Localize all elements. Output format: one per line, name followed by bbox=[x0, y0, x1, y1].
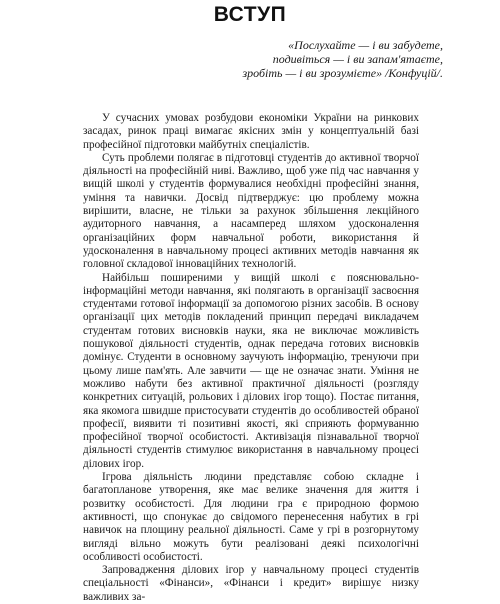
epigraph-line: подивіться — і ви запам'ятаєте, bbox=[272, 52, 443, 66]
page-title: ВСТУП bbox=[213, 3, 287, 26]
epigraph-line: зробіть — і ви зрозумієте» /Конфуцій/. bbox=[242, 66, 443, 80]
paragraph: У сучасних умовах розбудови економіки України на ринкових засадах, ринок праці вимагає якісних змін у концептуальній базі професійної підготовки майбутніх спеціалістів. bbox=[83, 112, 419, 151]
paragraph: Найбільш поширеними у вищій школі є пояснювально-інформаційні методи навчання, які полягають в організації засвоєння студентами готової інформації за допомогою різних засобів. В основу організації цих методів покладений принцип передачі викладачем студентам готових висновків науки, яка не виключає можливість пошукової діяльності студентів, однак передача готових висновків домінує. Студенти в основному заучують інформацію, тренуючи при цьому лише пам'ять. Але завчити — ще не означає знати. Уміння не можливо набути без активної практичної діяльності (розгляду конкретних ситуацій, рольових і ділових ігор тощо). Постає питання, яка якомога швидше пристосувати студентів до особливостей обраної професії, виявити ті позитивні якості, які сприяють формуванню професійної творчої особистості. Активізація пізнавальної творчої діяльності студентів стимулює використання в навчальному процесі ділових ігор. bbox=[83, 271, 419, 470]
paragraph: Суть проблеми полягає в підготовці студентів до активної творчої діяльності на професійній ниві. Важливо, щоб уже під час навчання у вищій школі у студентів формувалися необхідні професійні знання, уміння та навички. Досвід підтверджує: цю проблему можна вирішити, власне, не тільки за рахунок збільшення лекційного аудиторного навчання, а насамперед шляхом удосконалення організаційних форм навчальної роботи, використання й удосконалення в навчальному процесі активних методів навчання як головної складової інноваційних технологій. bbox=[83, 151, 419, 271]
paragraph: Ігрова діяльність людини представляє собою складне і багатопланове утворення, яке має велике значення для життя і розвитку особистості. Для людини гра є природною формою активності, що спонукає до свідомого перенесення набутих в грі навичок на площину реальної діяльності. Саме у грі в розгорнутому вигляді вільно можуть бути реалізовані деякі психологічні особливості особистості. bbox=[83, 471, 419, 563]
body-text bbox=[83, 112, 419, 604]
epigraph bbox=[213, 38, 443, 80]
paragraph: Запровадження ділових ігор у навчальному процесі студентів спеціальності «Фінанси», «Фінанси і кредит» вирішує низку важливих за- bbox=[83, 564, 419, 603]
epigraph-line: «Послухайте — і ви забудете, bbox=[288, 38, 443, 52]
